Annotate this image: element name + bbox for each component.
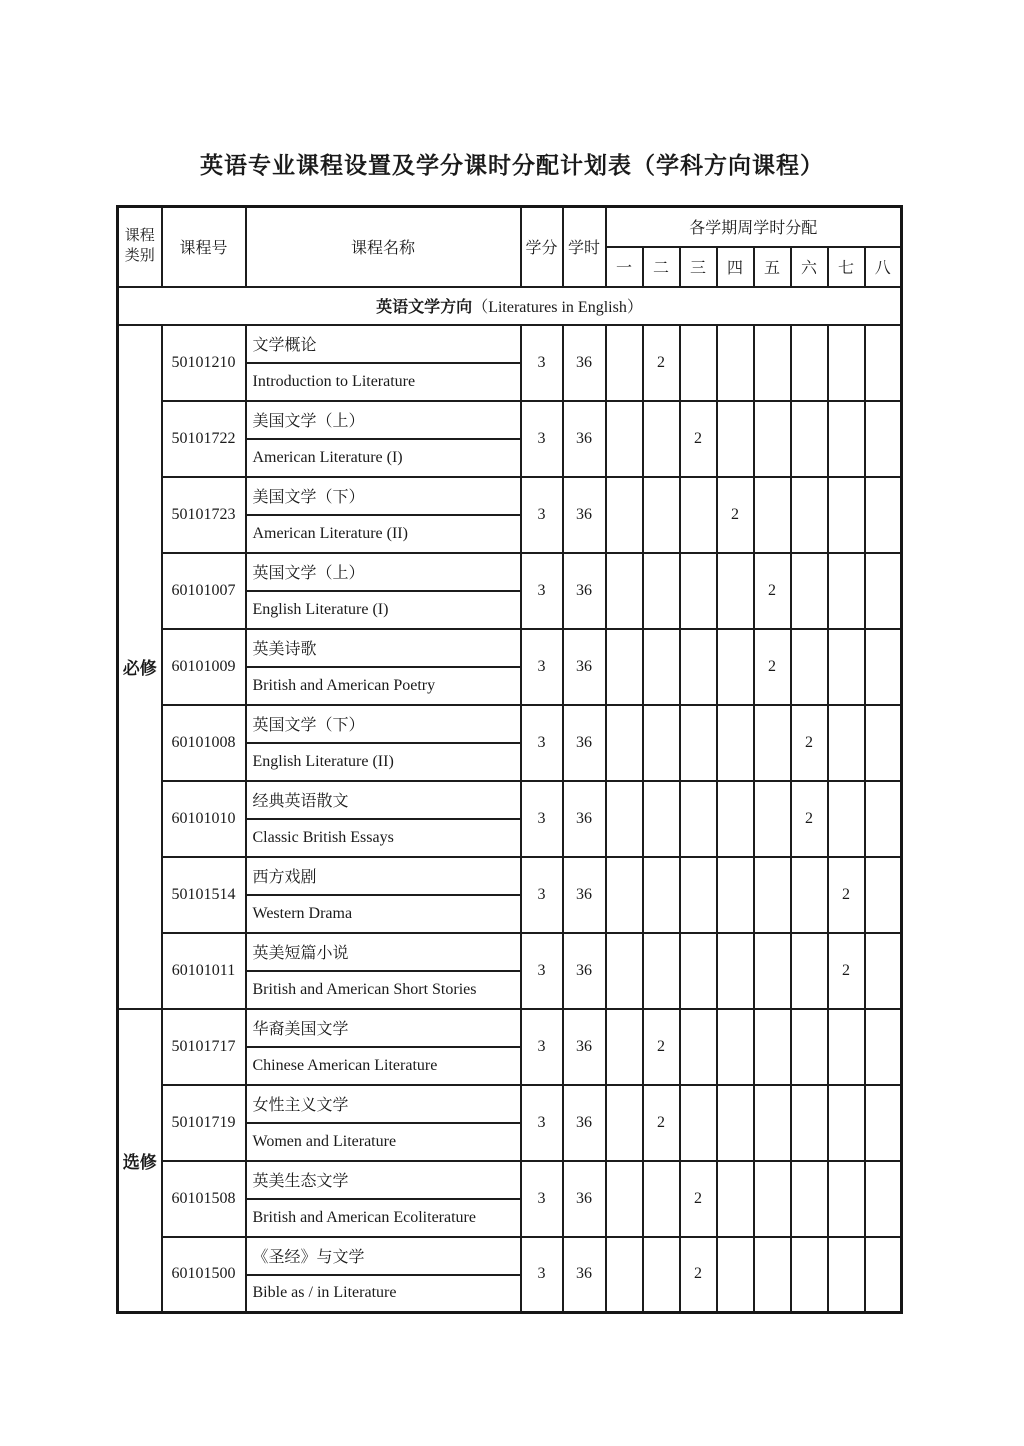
semester-1-cell <box>606 325 643 401</box>
course-code: 50101719 <box>162 1085 246 1161</box>
course-name-zh: 英美短篇小说 <box>246 933 521 971</box>
semester-5-cell: 2 <box>754 629 791 705</box>
course-name-en: American Literature (I) <box>246 439 521 477</box>
course-name-zh: 《圣经》与文学 <box>246 1237 521 1275</box>
semester-4-cell <box>717 629 754 705</box>
course-hours: 36 <box>563 477 606 553</box>
course-name-en: English Literature (I) <box>246 591 521 629</box>
semester-6-cell <box>791 933 828 1009</box>
header-row-top <box>118 207 902 247</box>
course-row-top <box>118 401 902 439</box>
course-table-body <box>118 325 902 1313</box>
semester-6-cell <box>791 1237 828 1313</box>
semester-8-cell <box>865 1085 902 1161</box>
course-allocation-table <box>116 205 903 1314</box>
semester-7-cell <box>828 705 865 781</box>
course-name-en: Western Drama <box>246 895 521 933</box>
course-hours: 36 <box>563 401 606 477</box>
semester-1-cell <box>606 705 643 781</box>
course-credits: 3 <box>521 781 563 857</box>
semester-8-cell <box>865 1161 902 1237</box>
semester-2-cell <box>643 401 680 477</box>
course-hours: 36 <box>563 781 606 857</box>
semester-3-cell <box>680 629 717 705</box>
semester-7-cell <box>828 781 865 857</box>
semester-2-cell <box>643 477 680 553</box>
semester-6-cell <box>791 477 828 553</box>
semester-1-cell <box>606 781 643 857</box>
semester-3-cell <box>680 325 717 401</box>
semester-3-cell <box>680 933 717 1009</box>
semester-5-cell <box>754 933 791 1009</box>
course-code: 60101009 <box>162 629 246 705</box>
header-semester-5: 五 <box>754 247 791 287</box>
course-code: 50101723 <box>162 477 246 553</box>
course-hours: 36 <box>563 1009 606 1085</box>
course-category-cell: 选修 <box>118 1009 162 1313</box>
header-course-category: 课程类别 <box>118 207 162 287</box>
course-name-en: British and American Short Stories <box>246 971 521 1009</box>
course-name-zh: 华裔美国文学 <box>246 1009 521 1047</box>
semester-2-cell <box>643 705 680 781</box>
course-hours: 36 <box>563 1237 606 1313</box>
semester-8-cell <box>865 1237 902 1313</box>
course-row-top <box>118 553 902 591</box>
course-credits: 3 <box>521 325 563 401</box>
course-hours: 36 <box>563 1085 606 1161</box>
course-credits: 3 <box>521 1085 563 1161</box>
header-semester-4: 四 <box>717 247 754 287</box>
semester-5-cell <box>754 1161 791 1237</box>
semester-5-cell <box>754 781 791 857</box>
semester-4-cell <box>717 705 754 781</box>
semester-6-cell: 2 <box>791 781 828 857</box>
course-row-top <box>118 325 902 363</box>
semester-2-cell <box>643 933 680 1009</box>
semester-8-cell <box>865 857 902 933</box>
semester-7-cell: 2 <box>828 857 865 933</box>
course-code: 50101717 <box>162 1009 246 1085</box>
course-code: 60101008 <box>162 705 246 781</box>
semester-7-cell <box>828 553 865 629</box>
semester-6-cell <box>791 1009 828 1085</box>
semester-4-cell <box>717 1085 754 1161</box>
semester-1-cell <box>606 1161 643 1237</box>
semester-6-cell <box>791 401 828 477</box>
semester-5-cell <box>754 705 791 781</box>
course-code: 60101500 <box>162 1237 246 1313</box>
semester-8-cell <box>865 933 902 1009</box>
semester-3-cell <box>680 1085 717 1161</box>
semester-1-cell <box>606 629 643 705</box>
header-semester-7: 七 <box>828 247 865 287</box>
course-row-top <box>118 629 902 667</box>
semester-4-cell <box>717 1161 754 1237</box>
course-name-zh: 英国文学（下） <box>246 705 521 743</box>
section-title-en: （Literatures in English） <box>472 299 643 316</box>
semester-4-cell <box>717 401 754 477</box>
semester-6-cell <box>791 1085 828 1161</box>
semester-4-cell: 2 <box>717 477 754 553</box>
course-code: 50101210 <box>162 325 246 401</box>
course-row-top <box>118 933 902 971</box>
semester-7-cell <box>828 1237 865 1313</box>
course-row-top <box>118 781 902 819</box>
course-name-en: Chinese American Literature <box>246 1047 521 1085</box>
header-course-name: 课程名称 <box>246 207 521 287</box>
semester-7-cell: 2 <box>828 933 865 1009</box>
semester-5-cell <box>754 1009 791 1085</box>
course-credits: 3 <box>521 1009 563 1085</box>
semester-5-cell <box>754 1085 791 1161</box>
semester-8-cell <box>865 401 902 477</box>
semester-4-cell <box>717 933 754 1009</box>
semester-6-cell <box>791 629 828 705</box>
semester-3-cell <box>680 553 717 629</box>
semester-8-cell <box>865 325 902 401</box>
course-credits: 3 <box>521 705 563 781</box>
course-hours: 36 <box>563 1161 606 1237</box>
semester-8-cell <box>865 781 902 857</box>
course-hours: 36 <box>563 553 606 629</box>
semester-5-cell <box>754 857 791 933</box>
course-row-top <box>118 1085 902 1123</box>
course-credits: 3 <box>521 477 563 553</box>
section-title-zh: 英语文学方向 <box>376 299 473 316</box>
section-header <box>118 287 902 325</box>
course-credits: 3 <box>521 401 563 477</box>
semester-7-cell <box>828 629 865 705</box>
semester-8-cell <box>865 553 902 629</box>
semester-6-cell <box>791 325 828 401</box>
course-name-zh: 美国文学（下） <box>246 477 521 515</box>
semester-3-cell: 2 <box>680 1161 717 1237</box>
course-credits: 3 <box>521 553 563 629</box>
semester-1-cell <box>606 933 643 1009</box>
course-name-zh: 文学概论 <box>246 325 521 363</box>
course-name-en: Bible as / in Literature <box>246 1275 521 1313</box>
semester-2-cell <box>643 1161 680 1237</box>
semester-3-cell <box>680 705 717 781</box>
semester-3-cell <box>680 857 717 933</box>
course-hours: 36 <box>563 629 606 705</box>
course-name-en: English Literature (II) <box>246 743 521 781</box>
course-hours: 36 <box>563 933 606 1009</box>
semester-4-cell <box>717 781 754 857</box>
course-name-en: American Literature (II) <box>246 515 521 553</box>
semester-2-cell <box>643 857 680 933</box>
header-hours: 学时 <box>563 207 606 287</box>
semester-2-cell <box>643 1237 680 1313</box>
semester-4-cell <box>717 857 754 933</box>
semester-7-cell <box>828 401 865 477</box>
course-row-top <box>118 1161 902 1199</box>
course-category-cell: 必修 <box>118 325 162 1009</box>
course-credits: 3 <box>521 1237 563 1313</box>
course-credits: 3 <box>521 1161 563 1237</box>
semester-7-cell <box>828 1161 865 1237</box>
course-hours: 36 <box>563 325 606 401</box>
header-semester-2: 二 <box>643 247 680 287</box>
semester-1-cell <box>606 857 643 933</box>
semester-6-cell: 2 <box>791 705 828 781</box>
course-hours: 36 <box>563 857 606 933</box>
course-name-zh: 英美生态文学 <box>246 1161 521 1199</box>
semester-2-cell <box>643 629 680 705</box>
page-title: 英语专业课程设置及学分课时分配计划表（学科方向课程） <box>200 152 824 178</box>
course-name-en: Women and Literature <box>246 1123 521 1161</box>
course-credits: 3 <box>521 629 563 705</box>
course-row-top <box>118 705 902 743</box>
semester-3-cell <box>680 781 717 857</box>
course-name-zh: 美国文学（上） <box>246 401 521 439</box>
semester-8-cell <box>865 705 902 781</box>
course-code: 60101508 <box>162 1161 246 1237</box>
semester-3-cell <box>680 477 717 553</box>
semester-3-cell <box>680 1009 717 1085</box>
semester-3-cell: 2 <box>680 401 717 477</box>
semester-1-cell <box>606 1237 643 1313</box>
header-semester-6: 六 <box>791 247 828 287</box>
course-code: 50101722 <box>162 401 246 477</box>
semester-8-cell <box>865 629 902 705</box>
semester-6-cell <box>791 1161 828 1237</box>
course-credits: 3 <box>521 857 563 933</box>
course-credits: 3 <box>521 933 563 1009</box>
semester-1-cell <box>606 401 643 477</box>
semester-4-cell <box>717 325 754 401</box>
course-name-zh: 西方戏剧 <box>246 857 521 895</box>
semester-5-cell <box>754 325 791 401</box>
course-code: 50101514 <box>162 857 246 933</box>
course-name-zh: 英美诗歌 <box>246 629 521 667</box>
semester-7-cell <box>828 325 865 401</box>
semester-5-cell <box>754 401 791 477</box>
semester-8-cell <box>865 477 902 553</box>
semester-6-cell <box>791 857 828 933</box>
semester-4-cell <box>717 1009 754 1085</box>
course-name-en: Introduction to Literature <box>246 363 521 401</box>
semester-8-cell <box>865 1009 902 1085</box>
course-row-top <box>118 1237 902 1275</box>
semester-1-cell <box>606 553 643 629</box>
course-code: 60101011 <box>162 933 246 1009</box>
semester-5-cell <box>754 477 791 553</box>
semester-7-cell <box>828 1085 865 1161</box>
course-name-zh: 经典英语散文 <box>246 781 521 819</box>
semester-5-cell <box>754 1237 791 1313</box>
semester-4-cell <box>717 1237 754 1313</box>
course-name-en: British and American Ecoliterature <box>246 1199 521 1237</box>
semester-2-cell: 2 <box>643 1009 680 1085</box>
course-row-top <box>118 1009 902 1047</box>
course-name-zh: 女性主义文学 <box>246 1085 521 1123</box>
semester-1-cell <box>606 477 643 553</box>
semester-2-cell <box>643 553 680 629</box>
semester-7-cell <box>828 477 865 553</box>
semester-3-cell: 2 <box>680 1237 717 1313</box>
course-row-top <box>118 477 902 515</box>
section-header-row <box>118 287 902 325</box>
course-code: 60101007 <box>162 553 246 629</box>
header-credits: 学分 <box>521 207 563 287</box>
header-semester-8: 八 <box>865 247 902 287</box>
header-semester-group: 各学期周学时分配 <box>606 207 902 247</box>
semester-1-cell <box>606 1009 643 1085</box>
semester-2-cell <box>643 781 680 857</box>
semester-5-cell: 2 <box>754 553 791 629</box>
course-row-top <box>118 857 902 895</box>
course-name-zh: 英国文学（上） <box>246 553 521 591</box>
semester-6-cell <box>791 553 828 629</box>
course-name-en: Classic British Essays <box>246 819 521 857</box>
semester-2-cell: 2 <box>643 325 680 401</box>
header-course-number: 课程号 <box>162 207 246 287</box>
semester-7-cell <box>828 1009 865 1085</box>
course-code: 60101010 <box>162 781 246 857</box>
course-hours: 36 <box>563 705 606 781</box>
semester-4-cell <box>717 553 754 629</box>
header-semester-3: 三 <box>680 247 717 287</box>
header-semester-1: 一 <box>606 247 643 287</box>
course-name-en: British and American Poetry <box>246 667 521 705</box>
semester-2-cell: 2 <box>643 1085 680 1161</box>
semester-1-cell <box>606 1085 643 1161</box>
